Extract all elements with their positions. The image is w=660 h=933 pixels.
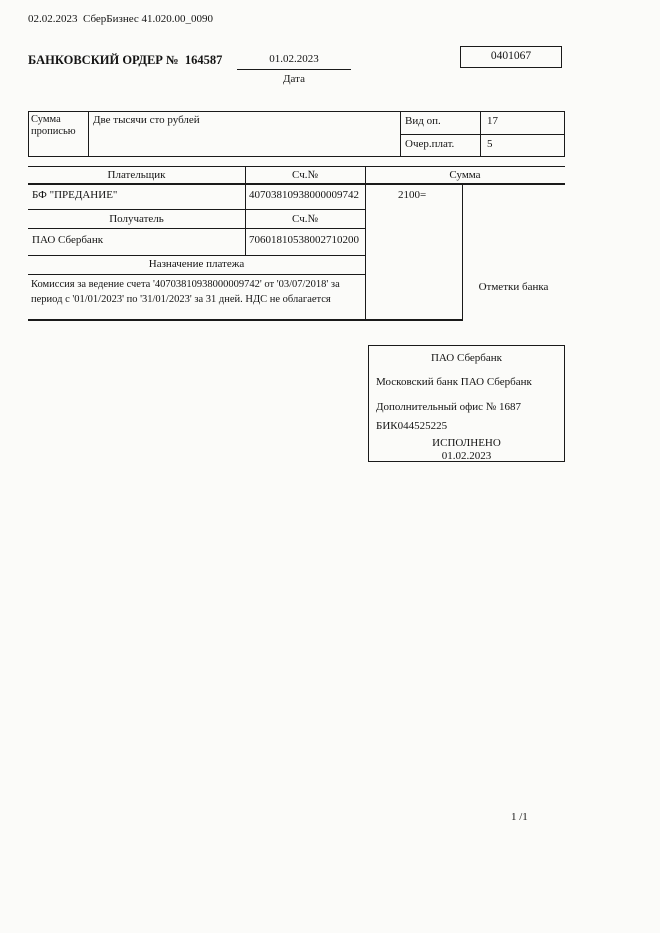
form-code-box <box>460 46 562 68</box>
main-table-divider <box>28 228 365 229</box>
payment-purpose-text: Комиссия за ведение счета '40703810938000009742' от '03/07/2018' за период с '01/01/2023' по '31/01/2023' за 31 дней. НДС не облагается <box>31 279 340 305</box>
stamp-status-date: 01.02.2023 <box>441 450 492 462</box>
sum-value: 2100= <box>398 189 427 201</box>
payee-name: ПАО Сбербанк <box>32 234 104 246</box>
amount-table-divider <box>400 134 565 135</box>
main-table-border-bold <box>28 183 565 185</box>
stamp-status: ИСПОЛНЕНО <box>432 437 501 449</box>
payer-account-value: 40703810938000009742 <box>249 189 359 201</box>
payment-priority-value: 5 <box>487 138 493 150</box>
payer-header: Плательщик <box>107 169 166 181</box>
payee-header: Получатель <box>109 213 164 225</box>
amount-in-words-label: Сумма прописью <box>31 114 76 137</box>
payee-account-value: 70601810538002710200 <box>249 234 359 246</box>
main-table-divider <box>365 166 366 321</box>
stamp-bank-name: ПАО Сбербанк <box>430 352 503 364</box>
bank-marks-label: Отметки банка <box>478 281 549 293</box>
form-code-value: 0401067 <box>490 50 532 62</box>
main-table-bottom-border <box>28 319 463 321</box>
document-title: БАНКОВСКИЙ ОРДЕР № 164587 <box>28 53 223 67</box>
sum-column-divider <box>462 183 463 321</box>
payee-account-header: Сч.№ <box>292 213 318 225</box>
operation-type-value: 17 <box>487 115 498 127</box>
payment-purpose-header: Назначение платежа <box>148 258 245 270</box>
print-header-meta: 02.02.2023 СберБизнес 41.020.00_0090 <box>28 13 214 25</box>
stamp-bik: БИК044525225 <box>376 420 448 432</box>
operation-type-label: Вид оп. <box>405 115 441 127</box>
stamp-office: Дополнительный офис № 1687 <box>376 401 522 413</box>
main-table-divider <box>28 274 365 275</box>
amount-in-words-value: Две тысячи сто рублей <box>93 114 200 126</box>
payer-account-header: Сч.№ <box>292 169 318 181</box>
payer-name: БФ "ПРЕДАНИЕ" <box>32 189 118 201</box>
amount-table-divider <box>88 111 89 157</box>
main-table-border <box>28 166 565 167</box>
order-date-label: Дата <box>283 73 305 85</box>
main-table-divider <box>245 166 246 255</box>
order-date-value: 01.02.2023 <box>237 53 351 70</box>
bank-stamp-box <box>368 345 565 462</box>
main-table-divider <box>28 209 365 210</box>
payment-priority-label: Очер.плат. <box>405 138 455 150</box>
page-number: 1 /1 <box>511 811 528 823</box>
main-table-divider <box>28 255 365 256</box>
stamp-branch: Московский банк ПАО Сбербанк <box>376 376 532 388</box>
sum-header: Сумма <box>449 169 481 181</box>
